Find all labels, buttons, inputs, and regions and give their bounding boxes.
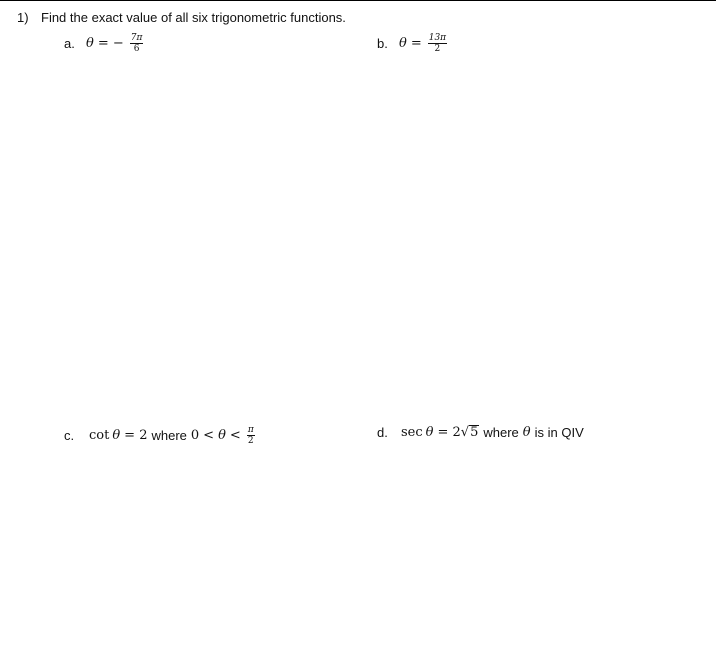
part-c-lower-bound: 0 [190, 428, 200, 443]
part-a-relation: = − [97, 36, 124, 51]
part-d-tail: is in QIV [534, 425, 584, 440]
part-c-fraction [247, 425, 255, 446]
part-c-variable-2: θ [218, 428, 226, 443]
part-d-label: d. [377, 425, 388, 440]
part-b-denominator: 2 [434, 44, 441, 54]
part-a-numerator: 7π [130, 33, 143, 43]
part-d-variable: θ [425, 425, 434, 440]
question-number: 1) [17, 10, 29, 25]
part-d-radical-sign: √ [460, 425, 470, 440]
part-c-numerator: π [247, 425, 254, 435]
part-a-label: a. [64, 36, 75, 51]
part-b-relation: = [410, 36, 422, 51]
part-b-numerator: 13π [428, 33, 447, 43]
part-b [377, 33, 447, 54]
part-d-equals: = 2 [437, 425, 461, 440]
question-1 [17, 10, 346, 25]
part-a [64, 33, 143, 54]
part-c-less-than-2: < [229, 428, 241, 443]
part-a-variable: θ [86, 36, 94, 51]
top-rule [0, 0, 716, 1]
part-c-label: c. [64, 428, 75, 443]
part-d-radicand: 5 [470, 425, 479, 440]
part-c-less-than-1: < [203, 428, 215, 443]
part-b-fraction [428, 33, 447, 54]
part-d-variable-2: θ [522, 425, 531, 440]
part-d [377, 425, 584, 440]
part-d-function: sec [401, 425, 423, 440]
part-d-where: where [483, 425, 519, 440]
part-c-denominator: 2 [247, 436, 254, 446]
part-c-where: where [151, 428, 187, 443]
part-b-label: b. [377, 36, 388, 51]
part-c-function: cot [89, 428, 110, 443]
part-a-fraction [130, 33, 144, 54]
part-d-sqrt [461, 425, 480, 440]
question-text: Find the exact value of all six trigonometric functions. [41, 10, 346, 25]
part-c-equals: = 2 [124, 428, 148, 443]
part-c [64, 425, 255, 446]
part-c-variable: θ [112, 428, 121, 443]
part-b-variable: θ [399, 36, 407, 51]
part-a-denominator: 6 [133, 44, 140, 54]
